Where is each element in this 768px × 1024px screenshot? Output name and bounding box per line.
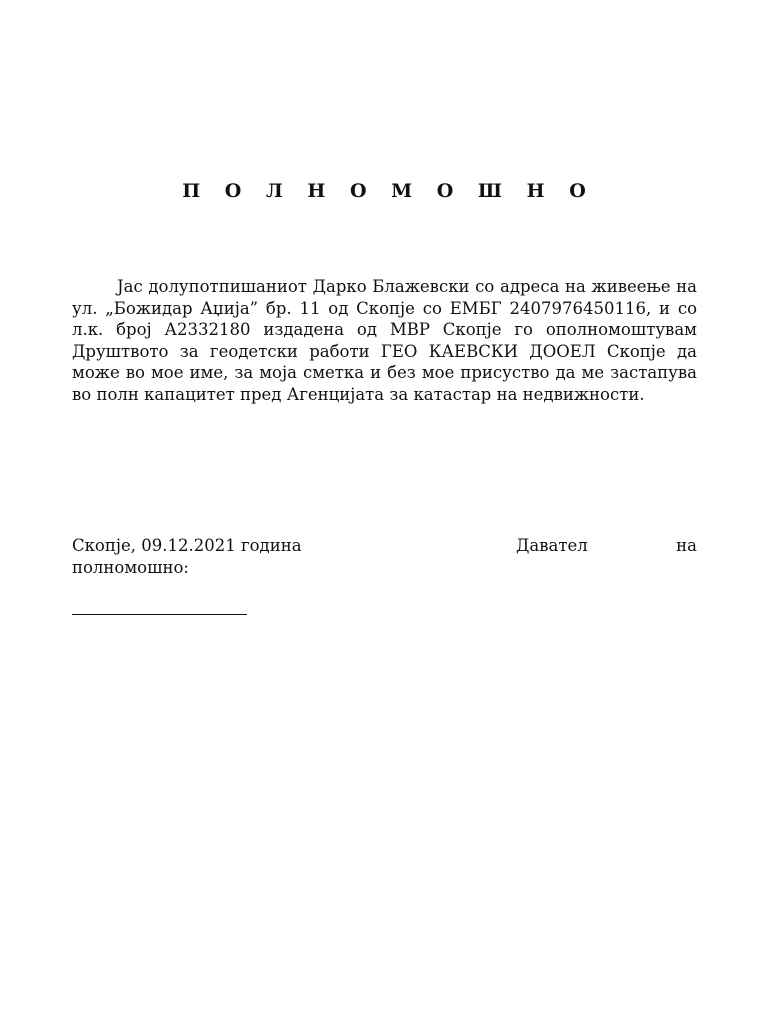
grantor-word-1: Давател xyxy=(516,536,588,555)
grantor-label-continued: полномошно: xyxy=(72,558,189,577)
document-body: Јас долупотпишаниот Дарко Блажевски со адреса на живеење на ул. „Божидар Аџија” бр. 11 од Скопје со ЕМБГ 2407976450116, и со л.к. број А2332180 издадена од МВР Скопје го ополномоштувам Друштвото за геодетски работи ГЕО КАЕВСКИ ДООЕЛ Скопје да може во мое име, за моја сметка и без мое присуство да ме застапува во полн капацитет пред Агенцијата за катастар на недвижности. xyxy=(72,277,697,404)
footer-row xyxy=(72,535,697,557)
place-date: Скопје, 09.12.2021 година xyxy=(72,536,302,555)
document-title: П О Л Н О М О Ш Н О xyxy=(182,180,595,202)
grantor-label xyxy=(516,535,697,557)
signature-line xyxy=(72,600,247,615)
grantor-word-2: на xyxy=(676,536,697,555)
